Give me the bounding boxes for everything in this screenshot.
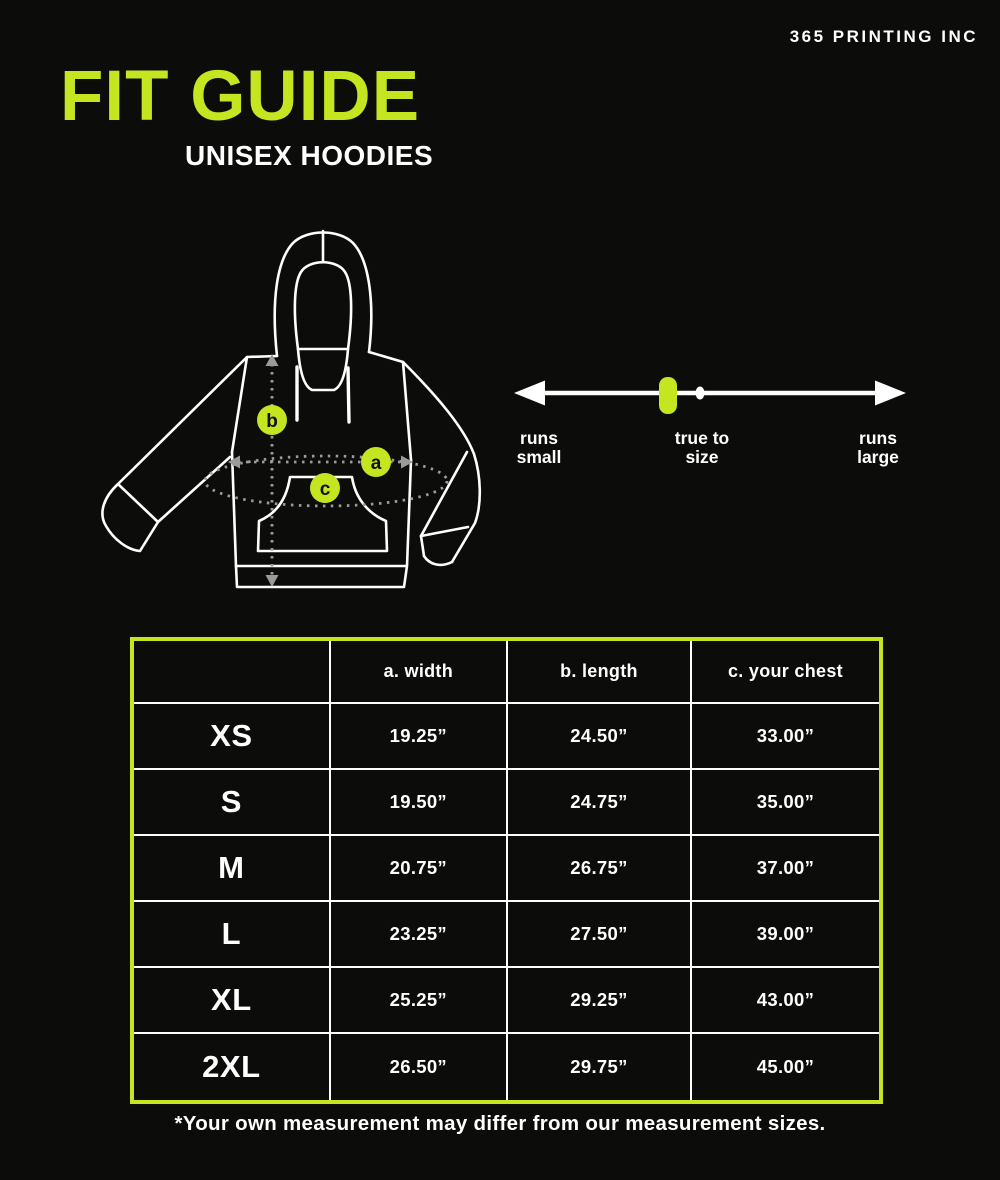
page-title: FIT GUIDE: [60, 57, 421, 136]
width-value: 19.50”: [331, 770, 508, 836]
size-label: M: [134, 836, 331, 902]
measurement-disclaimer: *Your own measurement may differ from our measurement sizes.: [174, 1112, 826, 1135]
company-name: 365 PRINTING INC: [789, 27, 978, 46]
table-header-length: b. length: [508, 641, 692, 704]
hoodie-outline-icon: [102, 231, 479, 587]
width-value: 26.50”: [331, 1034, 508, 1100]
size-label: XL: [134, 968, 331, 1034]
chest-value: 39.00”: [692, 902, 879, 968]
chest-value: 33.00”: [692, 704, 879, 770]
length-value: 29.75”: [508, 1034, 692, 1100]
scale-label-runs-small: runs small: [516, 428, 562, 467]
size-label: L: [134, 902, 331, 968]
chest-value: 35.00”: [692, 770, 879, 836]
size-label: S: [134, 770, 331, 836]
table-header-blank: [134, 641, 331, 704]
width-value: 20.75”: [331, 836, 508, 902]
scale-label-true-to-size: true to size: [674, 428, 730, 467]
marker-a-label: a: [370, 453, 382, 474]
size-table: [130, 637, 883, 1104]
chest-value: 37.00”: [692, 836, 879, 902]
hoodie-diagram: [88, 220, 490, 616]
size-label: 2XL: [134, 1034, 331, 1100]
length-value: 24.75”: [508, 770, 692, 836]
fit-scale: [500, 368, 915, 418]
table-header-width: a. width: [331, 641, 508, 704]
length-value: 27.50”: [508, 902, 692, 968]
length-value: 24.50”: [508, 704, 692, 770]
diagram-markers: [257, 405, 391, 503]
length-value: 26.75”: [508, 836, 692, 902]
scale-marker-icon: [659, 377, 677, 414]
width-value: 23.25”: [331, 902, 508, 968]
size-label: XS: [134, 704, 331, 770]
scale-arrow-right-icon: [875, 381, 906, 406]
chest-value: 45.00”: [756, 1056, 815, 1077]
scale-label-runs-large: runs large: [857, 428, 899, 467]
width-value: 19.25”: [331, 704, 508, 770]
width-value: 25.25”: [331, 968, 508, 1034]
length-value: 29.25”: [508, 968, 692, 1034]
chest-value: 43.00”: [692, 968, 879, 1034]
marker-c-label: c: [319, 479, 331, 500]
scale-center-dot-icon: [696, 387, 705, 400]
arrow-down-icon: [266, 575, 279, 587]
page-subtitle: UNISEX HOODIES: [185, 140, 434, 171]
scale-arrow-left-icon: [514, 381, 545, 406]
table-header-chest: c. your chest: [692, 641, 879, 704]
marker-b-label: b: [266, 411, 278, 432]
